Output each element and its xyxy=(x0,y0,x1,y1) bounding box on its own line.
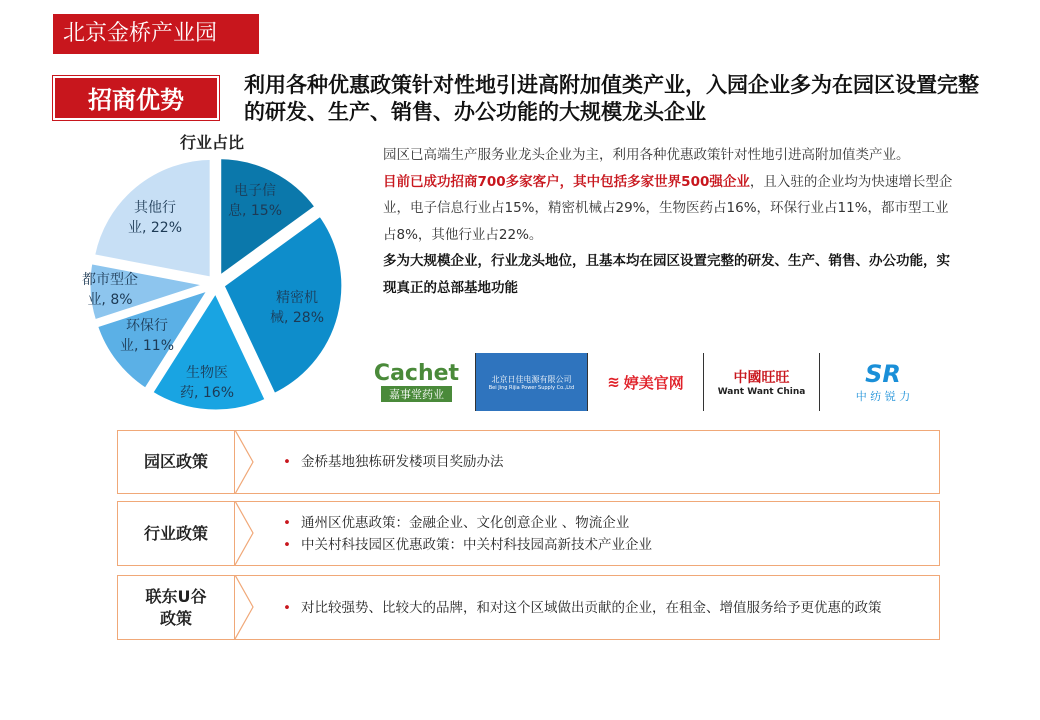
policy-text: 通州区优惠政策：金融企业、文化创意企业 、物流企业 xyxy=(300,514,630,531)
logo-tingmei xyxy=(588,353,704,411)
bullet-icon: • xyxy=(283,599,291,616)
policy-content xyxy=(235,575,940,640)
label-line: 业, 11% xyxy=(120,338,175,354)
policy-content xyxy=(235,430,940,494)
label-line: 政策 xyxy=(159,608,192,628)
logo-strip xyxy=(358,353,950,413)
pie-label-other xyxy=(128,198,182,238)
wave-icon: ≋ xyxy=(607,373,620,391)
policy-text: 对比较强势、比较大的品牌，和对这个区域做出贡献的企业，在租金、增值服务给予更优惠的政策 xyxy=(300,599,882,616)
pie-label-biomed xyxy=(180,363,234,403)
logo-text: 婷美官网 xyxy=(623,373,684,392)
pie-label-electronics xyxy=(228,181,282,221)
policy-label xyxy=(117,575,235,640)
chevron-icon xyxy=(235,501,255,565)
section-tag: 招商优势 xyxy=(53,76,219,120)
label-line: 都市型企 xyxy=(82,272,138,288)
policy-item xyxy=(283,597,909,619)
label-line: 业, 22% xyxy=(128,220,183,236)
logo-text: 中國旺旺 xyxy=(733,370,790,386)
label-line: 电子信 xyxy=(234,183,277,199)
policy-text: 中关村科技园区优惠政策：中关村科技园高新技术产业企业 xyxy=(300,536,652,553)
logo-wantwant xyxy=(704,353,820,411)
label-line: 药, 16% xyxy=(180,385,235,401)
label-line: 业, 8% xyxy=(87,292,133,308)
logo-zhongfang xyxy=(820,353,946,411)
description xyxy=(383,142,953,301)
bullet-icon: • xyxy=(283,536,291,553)
desc-p2-rest: ，且入驻的企业均为快速增长型企业，电子信息行业占15%，精密机械占29%，生物医药占16%，环保行业占11%，都市型工业占8%，其他行业占22%。 xyxy=(383,173,953,243)
desc-p2 xyxy=(383,169,953,249)
page-title: 北京金桥产业园 xyxy=(53,14,259,54)
policy-row-industry xyxy=(117,501,940,566)
desc-p1: 园区已高端生产服务业龙头企业为主，利用各种优惠政策针对性地引进高附加值类产业。 xyxy=(383,147,910,163)
logo-text: Cachet xyxy=(373,361,460,386)
logo-sub: 嘉事堂药业 xyxy=(381,386,452,402)
policy-label: 园区政策 xyxy=(117,430,235,494)
desc-highlight: 目前已成功招商700多家客户，其中包括多家世界500强企业 xyxy=(383,173,750,190)
bullet-icon: • xyxy=(283,454,291,470)
pie-labels xyxy=(80,148,352,420)
label-line: 械, 28% xyxy=(270,310,325,326)
policy-item xyxy=(283,534,939,556)
policy-row-liandong xyxy=(117,575,940,640)
logo-sub: Want Want China xyxy=(717,387,806,397)
logo-text: 北京日佳电源有限公司 xyxy=(491,374,572,384)
chevron-icon xyxy=(235,430,255,494)
policy-item xyxy=(283,512,939,534)
label-line: 其他行 xyxy=(134,200,177,216)
label-line: 联东U谷 xyxy=(145,586,207,606)
policy-content xyxy=(235,501,940,566)
headline: 利用各种优惠政策针对性地引进高附加值类产业，入园企业多为在园区设置完整的研发、生产、销售、办公功能的大规模龙头企业 xyxy=(244,73,979,124)
pie-label-urban xyxy=(82,270,138,310)
bullet-icon: • xyxy=(283,514,291,531)
pie-label-environment xyxy=(120,316,174,356)
label-line: 生物医 xyxy=(186,365,229,381)
label-line: 环保行 xyxy=(126,318,169,334)
pie-label-machinery xyxy=(270,288,324,328)
logo-sub: Bei Jing Rijia Power Supply Co.,Ltd xyxy=(488,384,575,391)
policy-text: 金桥基地独栋研发楼项目奖励办法 xyxy=(300,454,504,470)
chevron-icon xyxy=(235,575,255,639)
label-line: 息, 15% xyxy=(228,203,283,219)
policy-label: 行业政策 xyxy=(117,501,235,566)
logo-rijia xyxy=(476,353,588,411)
logo-cachet xyxy=(358,353,476,411)
policy-row-park xyxy=(117,430,940,494)
desc-p3: 多为大规模企业，行业龙头地位，且基本均在园区设置完整的研发、生产、销售、办公功能，实现真正的总部基地功能 xyxy=(383,253,950,296)
logo-sub: 中 纺 锐 力 xyxy=(855,390,911,403)
label-line: 精密机 xyxy=(276,290,319,306)
logo-text: SR xyxy=(865,360,901,388)
chart-title: 行业占比 xyxy=(180,133,245,152)
policy-item xyxy=(283,451,939,473)
